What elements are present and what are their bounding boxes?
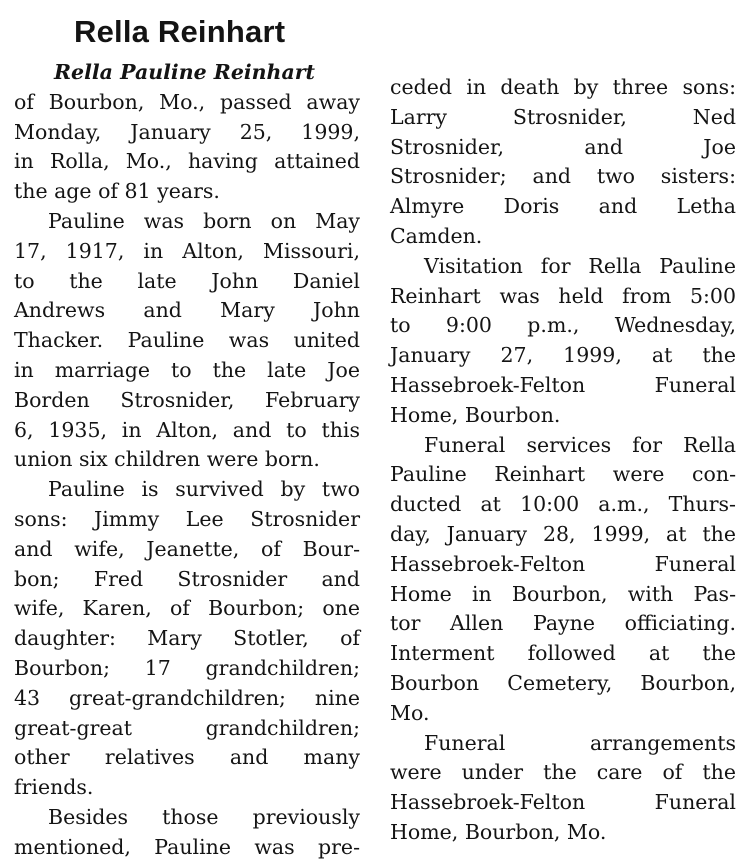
right-column-line: Hassebroek-Felton Funeral — [390, 790, 736, 815]
left-column-line: 43 great-grandchildren; nine — [14, 685, 360, 710]
right-column-line: Hassebroek-Felton Funeral — [390, 551, 736, 576]
obituary-headline: Rella Reinhart — [74, 14, 286, 49]
left-column-line: Pauline was born on May — [48, 209, 360, 233]
right-column-line: Funeral arrangements — [424, 730, 736, 755]
left-column-line: bon; Fred Strosnider and — [14, 566, 360, 591]
right-column-line: day, January 28, 1999, at the — [390, 522, 736, 546]
left-column-line: of Bourbon, Mo., passed away — [14, 89, 360, 114]
right-column-line: Reinhart was held from 5:00 — [390, 283, 736, 308]
left-column-line: 17, 1917, in Alton, Missouri, — [14, 238, 360, 263]
left-column-line: Rella Pauline Reinhart — [54, 60, 316, 84]
right-column-line: Home, Bourbon, Mo. — [390, 820, 607, 844]
left-column-line: Borden Strosnider, February — [14, 387, 360, 412]
right-column-line: Almyre Doris and Letha — [390, 194, 736, 219]
left-column-line: Thacker. Pauline was united — [14, 328, 360, 353]
left-column-line: Monday, January 25, 1999, — [14, 119, 360, 144]
right-column-line: ducted at 10:00 a.m., Thurs- — [390, 492, 736, 517]
left-column-line: other relatives and many — [14, 745, 360, 770]
right-column-line: tor Allen Payne officiating. — [390, 611, 736, 636]
right-column-line: Funeral services for Rella — [424, 432, 736, 457]
right-column-line: to 9:00 p.m., Wednesday, — [390, 313, 736, 338]
left-column-line: Bourbon; 17 grandchildren; — [14, 656, 360, 680]
left-column-line: union six children were born. — [14, 447, 320, 472]
right-column-line: Home, Bourbon. — [390, 402, 561, 427]
left-column-line: mentioned, Pauline was pre- — [14, 834, 360, 859]
right-column-line: were under the care of the — [390, 760, 736, 785]
right-column-line: January 27, 1999, at the — [390, 343, 736, 368]
left-column-line: in Rolla, Mo., having attained — [14, 149, 360, 174]
right-column-line: Mo. — [390, 700, 430, 725]
left-column-line: Pauline is survived by two — [48, 477, 360, 502]
right-column-line: Camden. — [390, 224, 483, 248]
left-column-line: the age of 81 years. — [14, 179, 220, 204]
right-column-line: Interment followed at the — [390, 641, 736, 666]
left-column-line: wife, Karen, of Bourbon; one — [14, 596, 360, 621]
left-column-line: Andrews and Mary John — [14, 298, 360, 323]
left-column-line: great-great grandchildren; — [14, 715, 360, 740]
right-column-line: Pauline Reinhart were con- — [390, 462, 736, 487]
left-column-line: Besides those previously — [48, 805, 360, 829]
left-column-line: daughter: Mary Stotler, of — [14, 626, 360, 651]
right-column-line: Home in Bourbon, with Pas- — [390, 581, 736, 606]
left-column-line: 6, 1935, in Alton, and to this — [14, 417, 360, 442]
left-column-line: sons: Jimmy Lee Strosnider — [14, 507, 360, 531]
left-column-line: to the late John Daniel — [14, 268, 360, 293]
right-column-line: Strosnider; and two sisters: — [390, 164, 736, 189]
right-column-line: ceded in death by three sons: — [390, 75, 736, 99]
left-column-line: and wife, Jeanette, of Bour- — [14, 536, 360, 561]
left-column-line: friends. — [14, 775, 94, 800]
right-column-line: Strosnider, and Joe — [390, 134, 736, 159]
left-column-line: in marriage to the late Joe — [14, 358, 360, 382]
right-column-line: Larry Strosnider, Ned — [390, 104, 736, 129]
right-column-line: Visitation for Rella Pauline — [424, 253, 736, 278]
right-column-line: Hassebroek-Felton Funeral — [390, 373, 736, 397]
right-column-line: Bourbon Cemetery, Bourbon, — [390, 671, 736, 695]
